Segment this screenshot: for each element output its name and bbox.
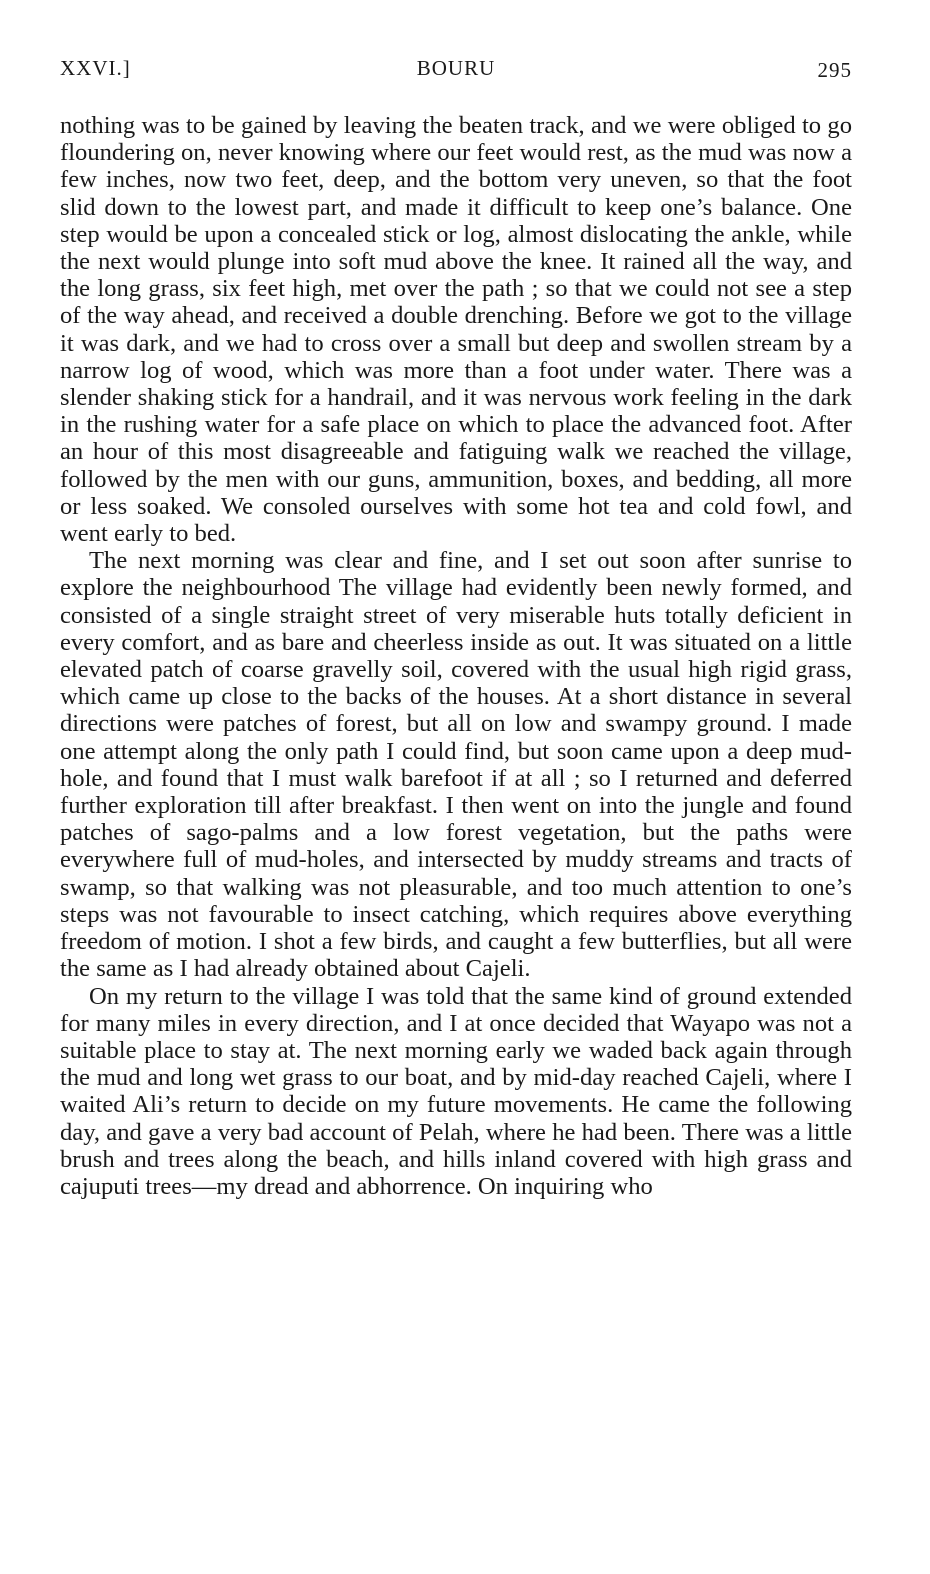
paragraph: On my return to the village I was told that the same kind of ground extended for many miles in every direction, and I at once decided that Wayapo was not a suitable place to stay at. The next morning early we waded back again through the mud and long wet grass to our boat, and by mid-day reached Cajeli, where I waited Ali’s return to decide on my future movements. He came the following day, and gave a very bad account of Pelah, where he had been. There was a little brush and trees along the beach, and hills inland covered with high grass and cajuputi trees—my dread and abhorrence. On inquiring who bbox=[60, 982, 852, 1200]
paragraph-continued: nothing was to be gained by leaving the beaten track, and we were obliged to go floundering on, never knowing where our feet would rest, as the mud was now a few inches, now two feet, deep, and the bottom very uneven, so that the foot slid down to the lowest part, and made it difficult to keep one’s balance. One step would be upon a concealed stick or log, almost dislocating the ankle, while the next would plunge into soft mud above the knee. It rained all the way, and the long grass, six feet high, met over the path ; so that we could not see a step of the way ahead, and received a double drenching. Before we got to the village it was dark, and we had to cross over a small but deep and swollen stream by a narrow log of wood, which was more than a foot under water. There was a slender shaking stick for a handrail, and it was nervous work feeling in the dark in the rushing water for a safe place on which to place the advanced foot. After an hour of this most disagreeable and fatiguing walk we reached the village, followed by the men with our guns, ammunition, boxes, and bedding, all more or less soaked. We consoled ourselves with some hot tea and cold fowl, and went early to bed. bbox=[60, 112, 852, 548]
page-number: 295 bbox=[817, 58, 852, 82]
chapter-number: XXVI.] bbox=[60, 56, 131, 80]
running-title: BOURU bbox=[416, 56, 496, 80]
body-text bbox=[60, 112, 852, 1200]
running-head bbox=[60, 56, 852, 86]
paragraph: The next morning was clear and fine, and I set out soon after sunrise to explore the neighbourhood The village had evidently been newly formed, and consisted of a single straight street of very miserable huts totally deficient in every comfort, and as bare and cheerless inside as out. It was situated on a little elevated patch of coarse gravelly soil, covered with the usual high rigid grass, which came up close to the backs of the houses. At a short distance in several directions were patches of forest, but all on low and swampy ground. I made one attempt along the only path I could find, but soon came upon a deep mud-hole, and found that I must walk barefoot if at all ; so I returned and deferred further exploration till after breakfast. I then went on into the jungle and found patches of sago-palms and a low forest vegetation, but the paths were everywhere full of mud-holes, and intersected by muddy streams and tracts of swamp, so that walking was not pleasurable, and too much attention to one’s steps was not favourable to insect catching, which requires above everything freedom of motion. I shot a few birds, and caught a few butterflies, but all were the same as I had already obtained about Cajeli. bbox=[60, 547, 852, 983]
